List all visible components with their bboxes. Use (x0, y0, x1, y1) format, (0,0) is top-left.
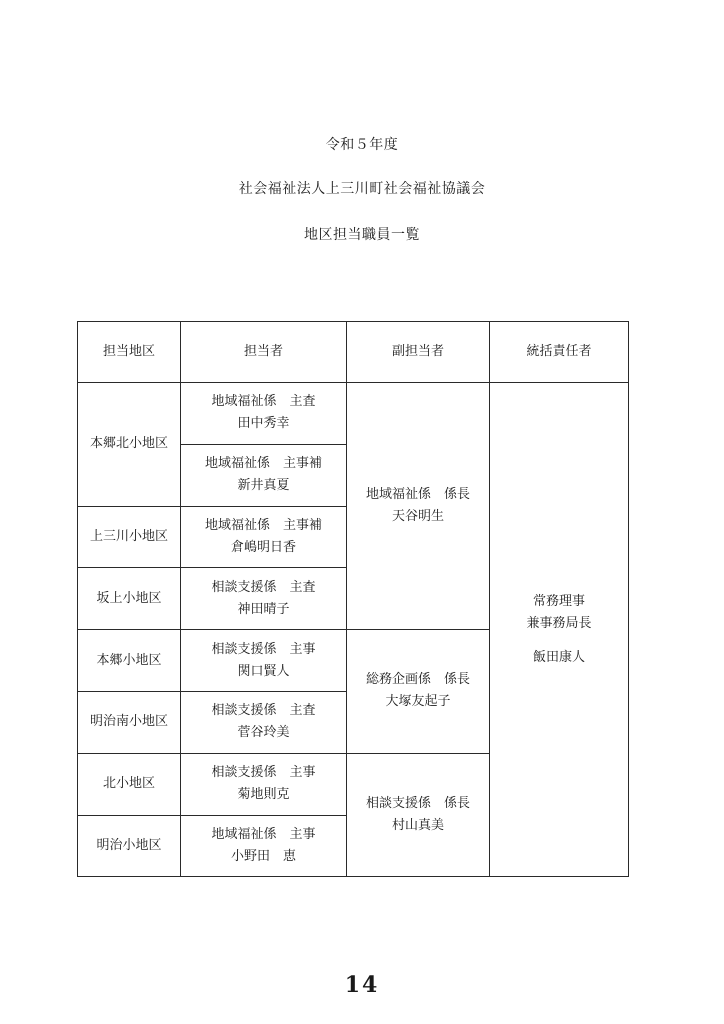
document-title: 地区担当職員一覧 (304, 227, 420, 243)
district-cell: 明治小地区 (78, 815, 181, 877)
supervisor-title-secondary: 兼事務局長 (526, 615, 592, 631)
deputy-name: 天谷明生 (391, 509, 444, 525)
staff-name: 田中秀幸 (237, 416, 290, 432)
staff-cell (181, 506, 347, 568)
column-header-district: 担当地区 (78, 322, 181, 383)
staff-cell (181, 383, 347, 445)
district-cell: 北小地区 (78, 753, 181, 815)
staff-name: 神田晴子 (237, 601, 290, 617)
staff-role: 相談支援係 主事 (211, 641, 316, 657)
column-header-deputy: 副担当者 (347, 322, 490, 383)
staff-role: 地域福祉係 主事補 (204, 456, 322, 472)
deputy-role: 地域福祉係 係長 (365, 487, 470, 503)
district-cell: 本郷北小地区 (78, 383, 181, 507)
staff-name: 菅谷玲美 (237, 725, 290, 741)
deputy-cell (347, 630, 490, 754)
staff-name: 新井真夏 (237, 478, 290, 494)
supervisor-name: 飯田康人 (532, 649, 585, 665)
deputy-cell (347, 383, 490, 630)
fiscal-year-heading: 令和５年度 (325, 137, 399, 153)
staff-cell (181, 630, 347, 692)
staff-role: 相談支援係 主事 (211, 765, 316, 781)
table-header-row (78, 322, 629, 383)
supervisor-title: 常務理事 (532, 593, 585, 609)
column-header-staff: 担当者 (181, 322, 347, 383)
staff-name: 菊地則克 (237, 787, 290, 803)
staff-cell (181, 444, 347, 506)
district-cell: 坂上小地区 (78, 568, 181, 630)
staff-role: 相談支援係 主査 (211, 703, 316, 719)
district-cell: 上三川小地区 (78, 506, 181, 568)
staff-name: 小野田 恵 (230, 848, 296, 864)
staff-name: 関口賢人 (237, 663, 290, 679)
column-header-supervisor: 統括責任者 (490, 322, 629, 383)
staff-cell (181, 691, 347, 753)
deputy-role: 相談支援係 係長 (365, 796, 470, 812)
organization-heading: 社会福祉法人上三川町社会福祉協議会 (238, 181, 486, 197)
deputy-cell (347, 753, 490, 877)
staff-name: 倉嶋明日香 (230, 539, 296, 555)
staff-role: 地域福祉係 主事 (211, 826, 316, 842)
staff-assignment-table (77, 321, 629, 877)
deputy-name: 村山真美 (391, 818, 444, 834)
supervisor-cell (490, 383, 629, 877)
staff-role: 相談支援係 主査 (211, 579, 316, 595)
deputy-role: 総務企画係 係長 (365, 672, 470, 688)
table-row (78, 383, 629, 445)
page-number: 14 (344, 972, 380, 998)
district-cell: 明治南小地区 (78, 691, 181, 753)
deputy-name: 大塚友起子 (385, 694, 451, 710)
district-cell: 本郷小地区 (78, 630, 181, 692)
staff-role: 地域福祉係 主査 (211, 394, 316, 410)
staff-role: 地域福祉係 主事補 (204, 517, 322, 533)
staff-cell (181, 815, 347, 877)
staff-cell (181, 568, 347, 630)
staff-cell (181, 753, 347, 815)
